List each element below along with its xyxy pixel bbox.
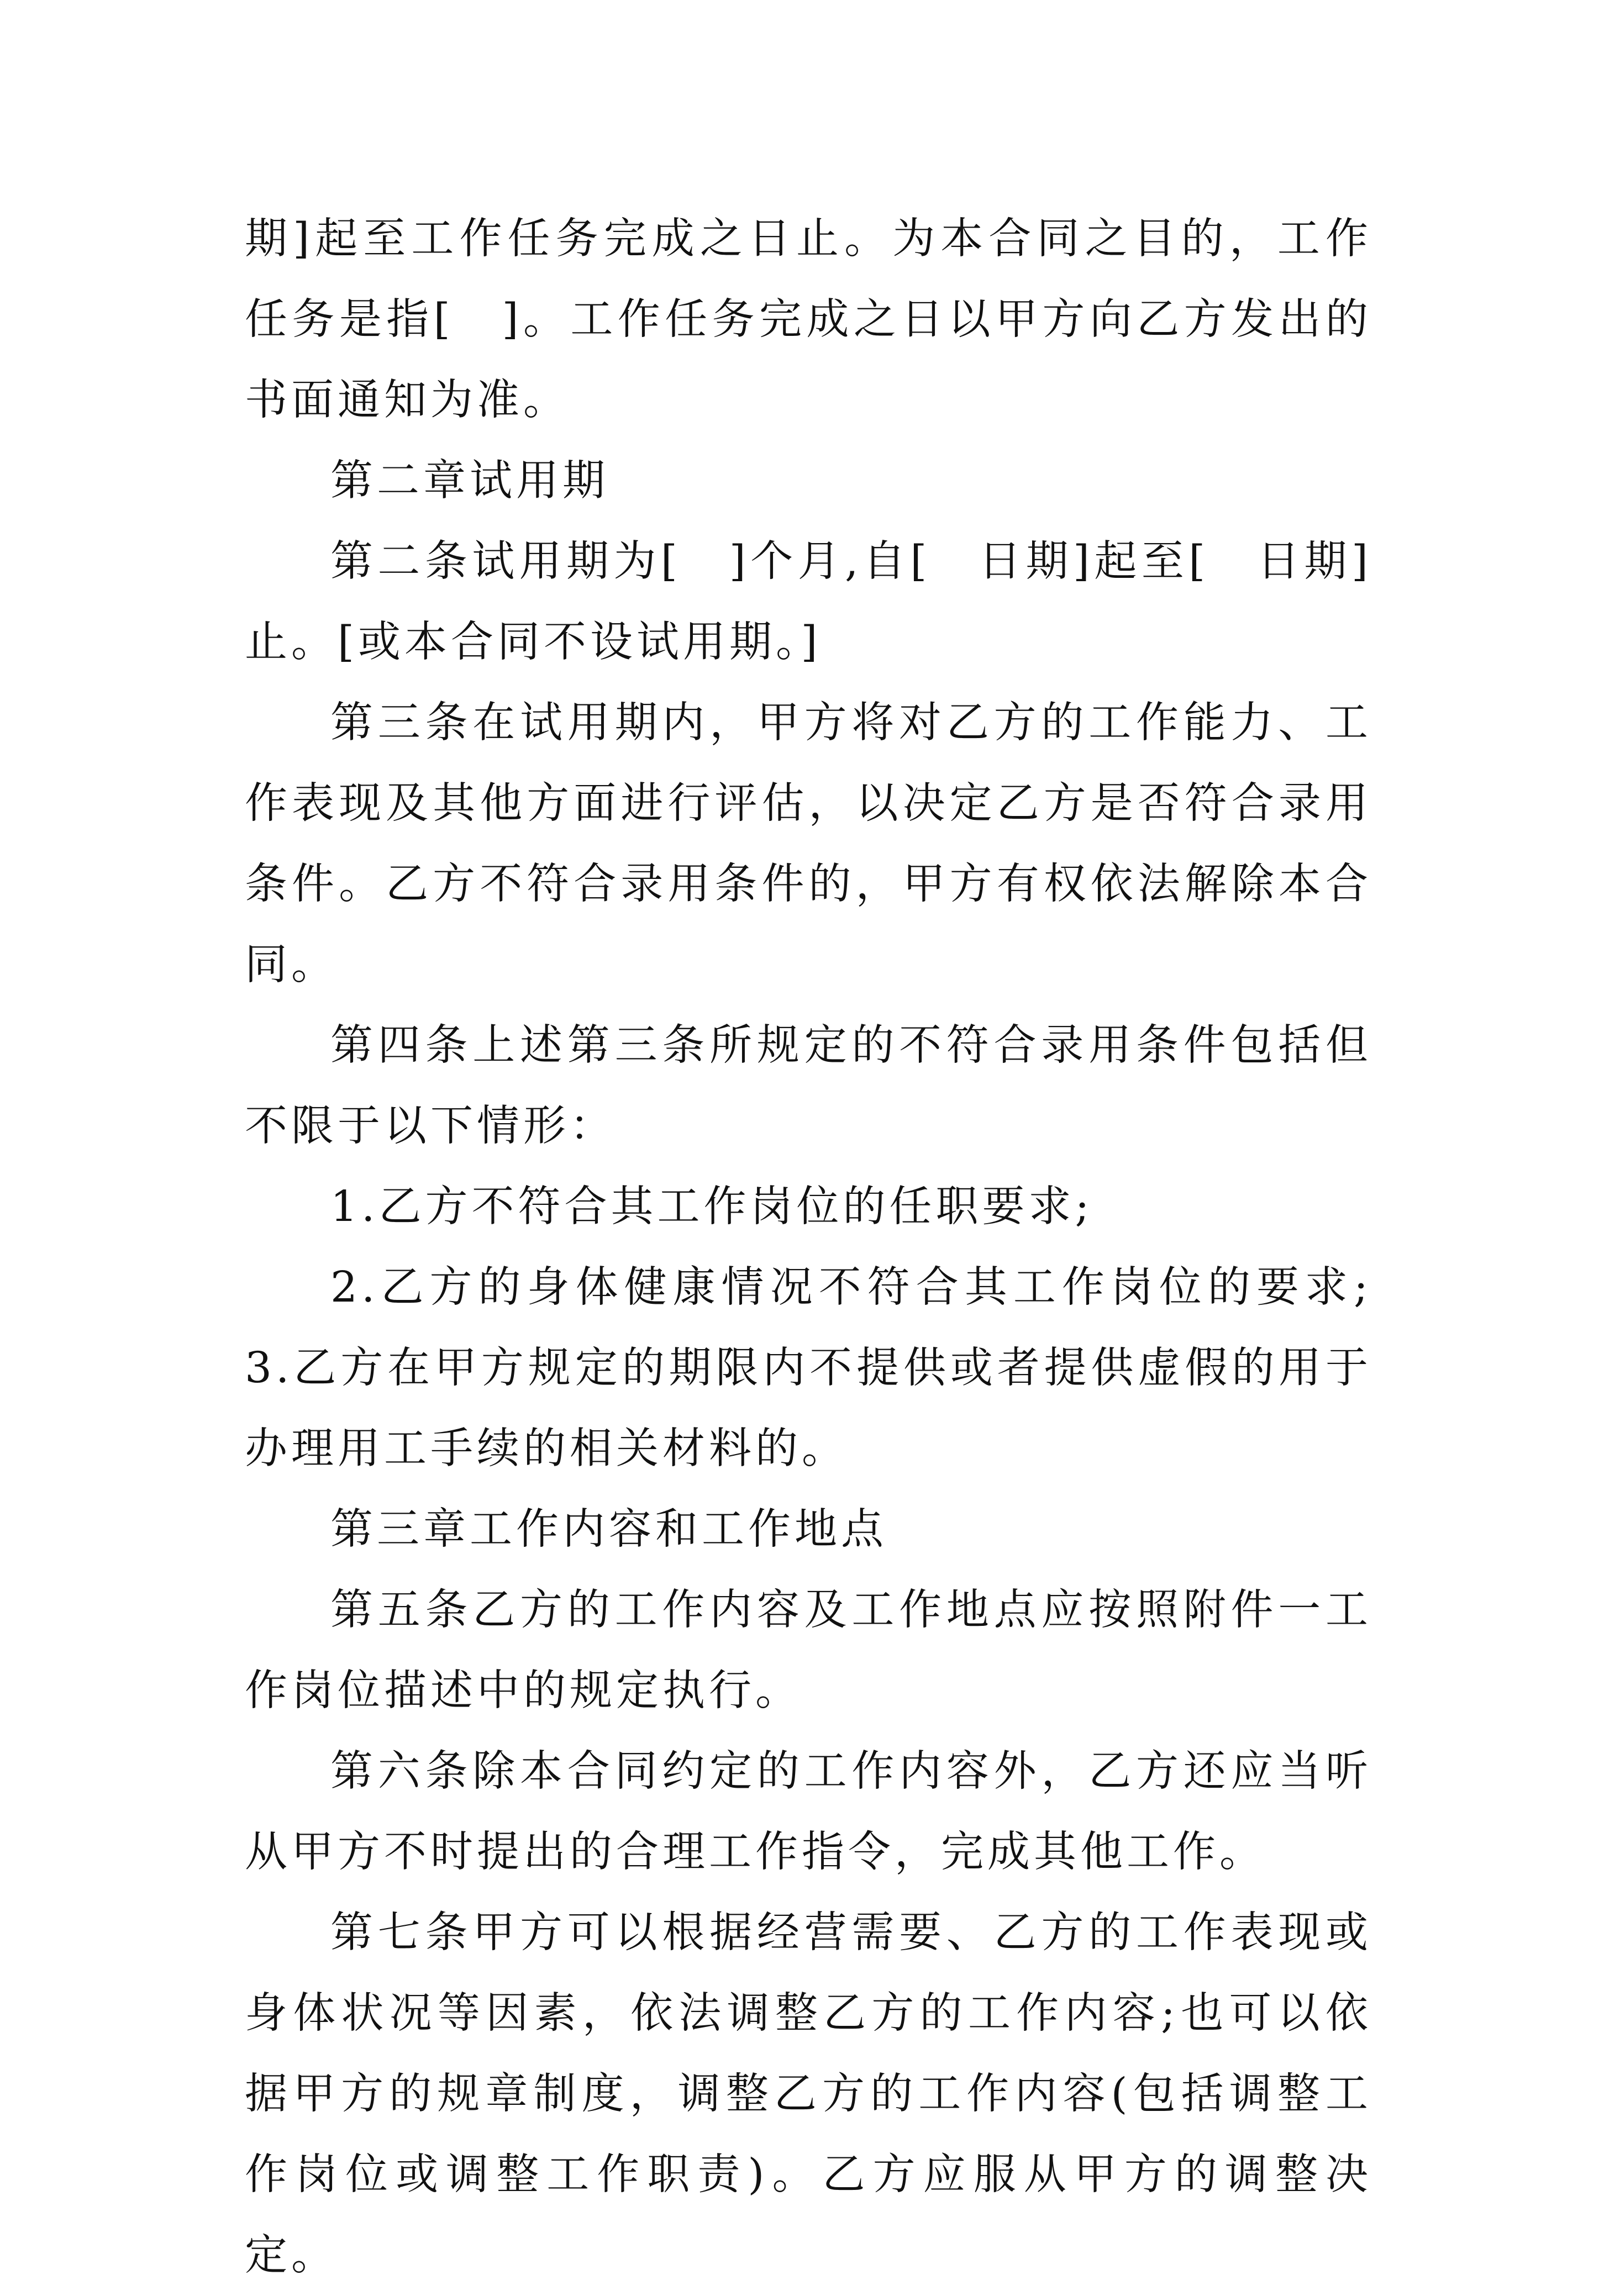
article-4-disqualification-conditions: 第四条上述第三条所规定的不符合录用条件包括但不限于以下情形： <box>245 1021 1372 1151</box>
chapter-heading-probation: 第二章试用期 <box>330 456 609 505</box>
article-3-probation-evaluation: 第三条在试用期内，甲方将对乙方的工作能力、工作表现及其他方面进行评估，以决定乙方是否符合录用条件。乙方不符合录用条件的，甲方有权依法解除本合同。 <box>245 698 1372 989</box>
list-item-2-3: 2.乙方的身体健康情况不符合其工作岗位的要求;3.乙方在甲方规定的期限内不提供或者提供虚假的用于办理用工手续的相关材料的。 <box>245 1263 1372 1473</box>
article-6-other-work: 第六条除本合同约定的工作内容外，乙方还应当听从甲方不时提出的合理工作指令，完成其他工作。 <box>245 1747 1372 1877</box>
chapter-heading-work-content: 第三章工作内容和工作地点 <box>330 1505 887 1554</box>
document-body <box>245 199 1372 2296</box>
article-2-probation-period: 第二条试用期为[ ]个月,自[ 日期]起至[ 日期]止。[或本合同不设试用期。] <box>245 537 1372 667</box>
article-5-work-location: 第五条乙方的工作内容及工作地点应按照附件一工作岗位描述中的规定执行。 <box>245 1586 1372 1715</box>
article-7-work-adjustment: 第七条甲方可以根据经营需要、乙方的工作表现或身体状况等因素，依法调整乙方的工作内容;也可以依据甲方的规章制度，调整乙方的工作内容(包括调整工作岗位或调整工作职责)。乙方应服从甲方的调整决定。 <box>245 1908 1372 2280</box>
paragraph-continuation: 期]起至工作任务完成之日止。为本合同之目的，工作任务是指[ ]。工作任务完成之日以甲方向乙方发出的书面通知为准。 <box>245 214 1372 425</box>
list-item-1: 1.乙方不符合其工作岗位的任职要求; <box>330 1182 1093 1231</box>
